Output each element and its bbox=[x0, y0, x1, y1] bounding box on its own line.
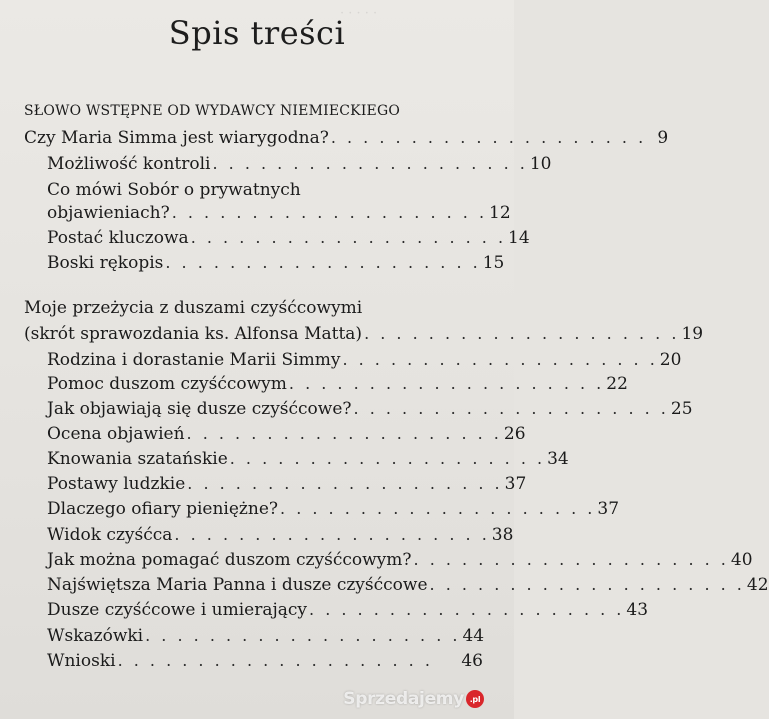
item-title: Wnioski bbox=[47, 651, 116, 671]
item-title: Ocena objawień bbox=[47, 424, 185, 444]
watermark-text: Sprzedajemy bbox=[343, 689, 464, 709]
section-title: Czy Maria Simma jest wiarygodna? bbox=[24, 128, 329, 148]
page-number: 12 bbox=[489, 203, 511, 223]
page-number: 37 bbox=[504, 474, 527, 494]
item-title: Rodzina i dorastanie Marii Simmy bbox=[47, 350, 341, 370]
toc-item bbox=[47, 525, 514, 545]
toc-item bbox=[47, 653, 483, 670]
page-number: 42 bbox=[746, 575, 769, 595]
toc-header: SŁOWO WSTĘPNE OD WYDAWCY NIEMIECKIEGO bbox=[24, 103, 401, 119]
toc-item bbox=[47, 499, 620, 519]
item-title: Najświętsza Maria Panna i dusze czyśćcowe bbox=[47, 575, 428, 595]
toc-item bbox=[47, 399, 693, 419]
leader-dots: . . . . . . . . . . . . . . . . . . . . bbox=[353, 399, 669, 418]
page-number: 46 bbox=[461, 651, 483, 671]
leader-dots: . . . . . . . . . . . . . . . . . . . . bbox=[342, 350, 658, 369]
leader-dots: . . . . . . . . . . . . . . . . . . . . bbox=[288, 374, 605, 393]
item-title: Postawy ludzkie bbox=[47, 474, 186, 494]
page-number: 9 bbox=[657, 128, 669, 148]
item-title: Wskazówki bbox=[47, 626, 144, 646]
leader-dots: . . . . . . . . . . . . . . . . . . . . bbox=[330, 128, 647, 147]
item-title: Widok czyśćca bbox=[47, 525, 173, 545]
leader-dots: . . . . . . . . . . . . . . . . . . . . bbox=[413, 550, 729, 569]
section-title: (skrót sprawozdania ks. Alfonsa Matta) bbox=[24, 324, 363, 344]
leader-dots: . . . . . . . . . . . . . . . . . . . . bbox=[280, 499, 596, 518]
leader-dots: . . . . . . . . . . . . . . . . . . . . bbox=[309, 600, 625, 619]
bleed-through-text: · · · · · bbox=[340, 6, 378, 21]
section-title-line1: Moje przeżycia z duszami czyśćcowymi bbox=[24, 298, 363, 318]
leader-dots: . . . . . . . . . . . . . . . . . . . . bbox=[187, 474, 503, 493]
item-title: Jak można pomagać duszom czyśćcowym? bbox=[47, 550, 412, 570]
item-title: Knowania szatańskie bbox=[47, 449, 228, 469]
item-title: Boski rękopis bbox=[47, 253, 164, 273]
item-title: Postać kluczowa bbox=[47, 228, 189, 248]
toc-item bbox=[47, 253, 505, 273]
toc-item bbox=[47, 154, 552, 174]
page-number: 22 bbox=[606, 374, 628, 394]
item-title: Jak objawiają się dusze czyśćcowe? bbox=[47, 399, 352, 419]
leader-dots: . . . . . . . . . . . . . . . . . . . . bbox=[171, 203, 488, 222]
toc-item bbox=[47, 374, 628, 394]
item-title: Dusze czyśćcowe i umierający bbox=[47, 600, 308, 620]
toc-item bbox=[47, 600, 649, 620]
leader-dots: . . . . . . . . . . . . . . . . . . . . bbox=[229, 449, 546, 468]
toc-item bbox=[47, 228, 530, 248]
watermark-badge: .pl bbox=[466, 690, 484, 708]
toc-item bbox=[47, 575, 769, 595]
leader-dots: . . . . . . . . . . . . . . . . . . . . bbox=[190, 228, 507, 247]
item-title: Dlaczego ofiary pieniężne? bbox=[47, 499, 279, 519]
leader-dots: . . . . . . . . . . . . . . . . . . . . bbox=[165, 253, 481, 272]
leader-dots: . . . . . . . . . . . . . . . . . . . . bbox=[429, 575, 745, 594]
toc-item bbox=[47, 424, 526, 444]
page-number: 25 bbox=[670, 399, 693, 419]
leader-dots: . . . . . . . . . . . . . . . . . . . . bbox=[117, 651, 433, 670]
leader-dots: . . . . . . . . . . . . . . . . . . . . bbox=[364, 324, 680, 343]
item-title: objawieniach? bbox=[47, 203, 170, 223]
page-number: 34 bbox=[547, 449, 569, 469]
page-number: 43 bbox=[626, 600, 649, 620]
page-number: 15 bbox=[482, 253, 505, 273]
toc-item bbox=[47, 449, 569, 469]
toc-item bbox=[47, 203, 511, 223]
item-title: Możliwość kontroli bbox=[47, 154, 211, 174]
toc-item bbox=[47, 350, 682, 370]
leader-dots: . . . . . . . . . . . . . . . . . . . . bbox=[212, 154, 528, 173]
toc-section-entry bbox=[24, 324, 704, 344]
item-title: Pomoc duszom czyśćcowym bbox=[47, 374, 287, 394]
page-number: 14 bbox=[508, 228, 530, 248]
page-number: 37 bbox=[597, 499, 620, 519]
page-number: 40 bbox=[730, 550, 753, 570]
page-number: 19 bbox=[681, 324, 704, 344]
toc-item bbox=[47, 474, 527, 494]
toc-item bbox=[47, 550, 753, 570]
leader-dots: . . . . . . . . . . . . . . . . . . . . bbox=[186, 424, 502, 443]
leader-dots: . . . . . . . . . . . . . . . . . . . . bbox=[145, 626, 461, 645]
leader-dots: . . . . . . . . . . . . . . . . . . . . bbox=[174, 525, 490, 544]
page-number: 20 bbox=[659, 350, 682, 370]
page-number: 38 bbox=[491, 525, 514, 545]
sprzedajemy-watermark bbox=[343, 689, 484, 709]
toc-item bbox=[47, 628, 483, 645]
page-title: Spis treści bbox=[168, 14, 346, 52]
toc-section-entry bbox=[24, 128, 669, 148]
page-number: 10 bbox=[529, 154, 552, 174]
item-title-line1: Co mówi Sobór o prywatnych bbox=[47, 180, 301, 200]
page-number: 26 bbox=[503, 424, 526, 444]
page-number: 44 bbox=[462, 626, 485, 646]
